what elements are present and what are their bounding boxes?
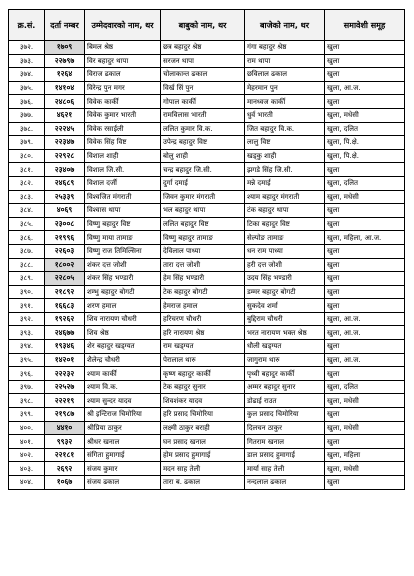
header-registration-number: दर्ता नम्बर [45, 10, 85, 41]
header-serial-number: क्र.सं. [9, 10, 45, 41]
father-name-cell: तारा दत्त जोशी [161, 258, 245, 272]
grandfather-name-cell: बुद्दिराम चौधरी [245, 312, 325, 326]
inclusive-group-cell: खुला [325, 476, 405, 490]
father-name-cell: देविलाल पाध्या [161, 244, 245, 258]
inclusive-group-cell: खुला [325, 68, 405, 82]
father-name-cell: चन्द्र बहादुर जि.सी. [161, 163, 245, 177]
table-row [9, 299, 405, 313]
inclusive-group-cell: खुला, महिला, आ.ज. [325, 231, 405, 245]
serial-number-cell: ३९९. [9, 408, 45, 422]
table-row [9, 54, 405, 68]
father-name-cell: विष्णु बहादुर तामाङ [161, 231, 245, 245]
serial-number-cell: ३८६. [9, 231, 45, 245]
serial-number-cell: ३७४. [9, 68, 45, 82]
candidate-name-cell: शरण हमाल [85, 299, 161, 313]
table-row [9, 244, 405, 258]
serial-number-cell: ३९३. [9, 326, 45, 340]
registration-number-cell: २४६७७ [45, 326, 85, 340]
father-name-cell: विर्ख सिं पुन [161, 81, 245, 95]
registration-number-cell: १६६८३ [45, 299, 85, 313]
father-name-cell: ललित बहादुर विष्ट [161, 217, 245, 231]
candidate-name-cell: विराज ढकाल [85, 68, 161, 82]
header-grandfather-name: बाजेको नाम, थर [245, 10, 325, 41]
grandfather-name-cell: कुल प्रसाद चिमोरिया [245, 408, 325, 422]
inclusive-group-cell: खुला, आ.ज. [325, 326, 405, 340]
table-row [9, 136, 405, 150]
registration-number-cell: ४०६९ [45, 204, 85, 218]
grandfather-name-cell: सेल्पोङ तामाङ [245, 231, 325, 245]
father-name-cell: टेक बहादुर सुनार [161, 380, 245, 394]
serial-number-cell: ३९४. [9, 340, 45, 354]
candidate-name-cell: विष्णु राज तिमिल्सिना [85, 244, 161, 258]
father-name-cell: राम खड्ग्यत [161, 340, 245, 354]
inclusive-group-cell: खुला [325, 340, 405, 354]
candidate-list-sheet [8, 9, 404, 490]
grandfather-name-cell: जित बहादुर वि.क. [245, 122, 325, 136]
table-row [9, 367, 405, 381]
candidate-name-cell: शिव श्रेष्ठ [85, 326, 161, 340]
candidate-name-cell: विशाल दर्जी [85, 176, 161, 190]
inclusive-group-cell: खुला [325, 258, 405, 272]
candidate-name-cell: शेर बहादुर खड्ग्यत [85, 340, 161, 354]
candidate-name-cell: श्री इन्टिराज चिमोरिया [85, 408, 161, 422]
serial-number-cell: ३९१. [9, 299, 45, 313]
father-name-cell: दुर्गा दमाई [161, 176, 245, 190]
candidate-name-cell: विवेक कुमार भारती [85, 108, 161, 122]
candidate-name-cell: विश्वजित मंगराती [85, 190, 161, 204]
table-row [9, 176, 405, 190]
inclusive-group-cell: खुला, मधेसी [325, 462, 405, 476]
candidate-name-cell: श्याम कार्की [85, 367, 161, 381]
inclusive-group-cell: खुला [325, 367, 405, 381]
serial-number-cell: ३८४. [9, 204, 45, 218]
father-name-cell: सरजन थापा [161, 54, 245, 68]
inclusive-group-cell: खुला [325, 285, 405, 299]
serial-number-cell: ३८७. [9, 244, 45, 258]
registration-number-cell: २२१८१ [45, 448, 85, 462]
candidate-name-cell: शैलेन्द्र चौधरी [85, 353, 161, 367]
grandfather-name-cell: जागुराम थारु [245, 353, 325, 367]
registration-number-cell: २१९९६ [45, 231, 85, 245]
grandfather-name-cell: श्याम बहादुर मंगराती [245, 190, 325, 204]
father-name-cell: जिवन कुमार मंगराती [161, 190, 245, 204]
father-name-cell: होम प्रसाद हुमागाई [161, 448, 245, 462]
candidate-name-cell: विवेक सिंह विष्ट [85, 136, 161, 150]
candidate-name-cell: श्याम वि.क. [85, 380, 161, 394]
table-row [9, 258, 405, 272]
serial-number-cell: ४०३. [9, 462, 45, 476]
candidate-name-cell: श्याम सुन्दर यादव [85, 394, 161, 408]
father-name-cell: पेरालाल थारु [161, 353, 245, 367]
serial-number-cell: ३७८. [9, 122, 45, 136]
candidate-name-cell: श्रीधर खनाल [85, 435, 161, 449]
inclusive-group-cell: खुला [325, 163, 405, 177]
serial-number-cell: ३७२. [9, 41, 45, 55]
registration-number-cell: २२२४५ [45, 122, 85, 136]
father-name-cell: बोलु शाही [161, 149, 245, 163]
serial-number-cell: ४०२. [9, 448, 45, 462]
registration-number-cell: २२३४७ [45, 136, 85, 150]
registration-number-cell: २२२३२ [45, 367, 85, 381]
table-row [9, 95, 405, 109]
registration-number-cell: १९३४६ [45, 340, 85, 354]
table-row [9, 476, 405, 490]
serial-number-cell: ३९२. [9, 312, 45, 326]
inclusive-group-cell: खुला, पि.क्षे. [325, 149, 405, 163]
header-inclusive-group: समावेशी समूह [325, 10, 405, 41]
table-row [9, 163, 405, 177]
father-name-cell: उपेन्द्र बहादुर विष्ट [161, 136, 245, 150]
father-name-cell: रामविलास भारती [161, 108, 245, 122]
serial-number-cell: ३७३. [9, 54, 45, 68]
registration-number-cell: २१९८७ [45, 408, 85, 422]
father-name-cell: हेम सिंह भण्डारी [161, 272, 245, 286]
serial-number-cell: ३९०. [9, 285, 45, 299]
candidate-name-cell: शिव नारायण चौधरी [85, 312, 161, 326]
table-header [9, 10, 405, 41]
serial-number-cell: ३९५. [9, 353, 45, 367]
table-row [9, 285, 405, 299]
father-name-cell: गोपाल कार्की [161, 95, 245, 109]
grandfather-name-cell: मन्ने दमाई [245, 176, 325, 190]
candidate-name-cell: विवेक रसाईली [85, 122, 161, 136]
grandfather-name-cell: डम्मर बहादुर बोगटी [245, 285, 325, 299]
grandfather-name-cell: सुकदेव शर्मा [245, 299, 325, 313]
registration-number-cell: ९९३२ [45, 435, 85, 449]
table-row [9, 380, 405, 394]
candidate-name-cell: संजय कुमार [85, 462, 161, 476]
father-name-cell: तारा ब. ढकाल [161, 476, 245, 490]
grandfather-name-cell: गितराम खनाल [245, 435, 325, 449]
registration-number-cell: २२५२७ [45, 380, 85, 394]
inclusive-group-cell: खुला, मधेसी [325, 421, 405, 435]
grandfather-name-cell: दिलचन ठाकुर [245, 421, 325, 435]
grandfather-name-cell: पृथ्वी बहादुर कार्की [245, 367, 325, 381]
father-name-cell: हरिचरण चौधरी [161, 312, 245, 326]
registration-number-cell: २२२१९ [45, 394, 85, 408]
inclusive-group-cell: खुला, मधेसी [325, 190, 405, 204]
grandfather-name-cell: गंगा बहादुर श्रेष्ठ [245, 41, 325, 55]
inclusive-group-cell: खुला, मधेसी [325, 108, 405, 122]
table-row [9, 204, 405, 218]
registration-number-cell: २२६०३ [45, 244, 85, 258]
registration-number-cell: १४२०१ [45, 353, 85, 367]
inclusive-group-cell: खुला [325, 408, 405, 422]
candidate-name-cell: संजय ढकाल [85, 476, 161, 490]
table-row [9, 231, 405, 245]
serial-number-cell: ३९६. [9, 367, 45, 381]
inclusive-group-cell: खुला [325, 244, 405, 258]
grandfather-name-cell: धौली खड्ग्यत [245, 340, 325, 354]
father-name-cell: मदन साह तेली [161, 462, 245, 476]
inclusive-group-cell: खुला, आ.ज. [325, 353, 405, 367]
inclusive-group-cell: खुला, महिला [325, 448, 405, 462]
table-body [9, 41, 405, 490]
candidate-name-cell: विश्वास थापा [85, 204, 161, 218]
candidate-name-cell: बिमल श्रेष्ठ [85, 41, 161, 55]
registration-number-cell: १८००२ [45, 258, 85, 272]
inclusive-group-cell: खुला [325, 217, 405, 231]
registration-number-cell: २२८०५ [45, 272, 85, 286]
registration-number-cell: २६९२ [45, 462, 85, 476]
grandfather-name-cell: खड्कु शाही [245, 149, 325, 163]
grandfather-name-cell: धुर्व भारती [245, 108, 325, 122]
father-name-cell: हेमराज हमाल [161, 299, 245, 313]
grandfather-name-cell: हरी दत्त जोशी [245, 258, 325, 272]
serial-number-cell: ४०४. [9, 476, 45, 490]
candidate-name-cell: शम्भु बहादुर बोगटी [85, 285, 161, 299]
serial-number-cell: ४००. [9, 421, 45, 435]
inclusive-group-cell: खुला [325, 299, 405, 313]
inclusive-group-cell: खुला, दलित [325, 122, 405, 136]
table-row [9, 462, 405, 476]
father-name-cell: चोलाकान्त ढकाल [161, 68, 245, 82]
grandfather-name-cell: डाल प्रसाद हुमागाई [245, 448, 325, 462]
grandfather-name-cell: डोढाई राउत [245, 394, 325, 408]
serial-number-cell: ३७७. [9, 108, 45, 122]
grandfather-name-cell: राम थापा [245, 54, 325, 68]
table-row [9, 217, 405, 231]
serial-number-cell: ३८२. [9, 176, 45, 190]
inclusive-group-cell: खुला [325, 204, 405, 218]
father-name-cell: छत्र बहादुर श्रेष्ठ [161, 41, 245, 55]
grandfather-name-cell: अम्मर बहादुर सुनार [245, 380, 325, 394]
candidate-name-cell: विशाल शाही [85, 149, 161, 163]
registration-number-cell: ४४१० [45, 421, 85, 435]
father-name-cell: भल बहादुर थापा [161, 204, 245, 218]
father-name-cell: ललित कुमार वि.क. [161, 122, 245, 136]
grandfather-name-cell: मार्या साह तेली [245, 462, 325, 476]
serial-number-cell: ४०१. [9, 435, 45, 449]
table-row [9, 340, 405, 354]
inclusive-group-cell: खुला [325, 272, 405, 286]
serial-number-cell: ३८५. [9, 217, 45, 231]
grandfather-name-cell: छविलाल ढकाल [245, 68, 325, 82]
registration-number-cell: १४१०४ [45, 81, 85, 95]
father-name-cell: शिवशंकर यादव [161, 394, 245, 408]
father-name-cell: हरि नारायण श्रेष्ठ [161, 326, 245, 340]
table-row [9, 394, 405, 408]
table-row [9, 190, 405, 204]
registration-number-cell: १०६७ [45, 476, 85, 490]
registration-number-cell: २१८९२ [45, 285, 85, 299]
table-row [9, 81, 405, 95]
candidate-name-cell: विर बहादुर थापा [85, 54, 161, 68]
table-row [9, 326, 405, 340]
grandfather-name-cell: टंक बहादुर थापा [245, 204, 325, 218]
registration-number-cell: १२६४ [45, 68, 85, 82]
grandfather-name-cell: उदय सिंह भण्डारी [245, 272, 325, 286]
inclusive-group-cell: खुला, आ.ज. [325, 312, 405, 326]
candidate-name-cell: विशाल जि.सी. [85, 163, 161, 177]
candidate-name-cell: विष्णु बहादुर विष्ट [85, 217, 161, 231]
serial-number-cell: ३८१. [9, 163, 45, 177]
registration-number-cell: २४६८९ [45, 176, 85, 190]
inclusive-group-cell: खुला [325, 95, 405, 109]
registration-number-cell: २२९२८ [45, 149, 85, 163]
registration-number-cell: १७०९ [45, 41, 85, 55]
table-row [9, 435, 405, 449]
serial-number-cell: ३८३. [9, 190, 45, 204]
candidate-name-cell: विवेक कार्की [85, 95, 161, 109]
serial-number-cell: ३९७. [9, 380, 45, 394]
serial-number-cell: ३७६. [9, 95, 45, 109]
candidate-name-cell: श्रीप्रिया ठाकुर [85, 421, 161, 435]
serial-number-cell: ३८९. [9, 272, 45, 286]
registration-number-cell: २३००८ [45, 217, 85, 231]
grandfather-name-cell: भरत नारायण भक्त श्रेष्ठ [245, 326, 325, 340]
registration-number-cell: २५३३९ [45, 190, 85, 204]
candidate-name-cell: विरेन्द्र पुन मगर [85, 81, 161, 95]
table-row [9, 149, 405, 163]
father-name-cell: टेक बहादुर बोगटी [161, 285, 245, 299]
grandfather-name-cell: लालु विष्ट [245, 136, 325, 150]
inclusive-group-cell: खुला, दलित [325, 176, 405, 190]
table-row [9, 353, 405, 367]
candidate-table [8, 9, 405, 490]
grandfather-name-cell: मेहरमान पुन [245, 81, 325, 95]
inclusive-group-cell: खुला [325, 54, 405, 68]
table-row [9, 421, 405, 435]
father-name-cell: लक्ष्मी ठाकुर बराही [161, 421, 245, 435]
candidate-name-cell: शंकर दत्त जोशी [85, 258, 161, 272]
inclusive-group-cell: खुला [325, 41, 405, 55]
grandfather-name-cell: नन्दलाल ढकाल [245, 476, 325, 490]
inclusive-group-cell: खुला, पि.क्षे. [325, 136, 405, 150]
registration-number-cell: १९२६२ [45, 312, 85, 326]
table-row [9, 272, 405, 286]
table-row [9, 408, 405, 422]
inclusive-group-cell: खुला, दलित [325, 380, 405, 394]
father-name-cell: घन प्रसाद खनाल [161, 435, 245, 449]
serial-number-cell: ३९८. [9, 394, 45, 408]
registration-number-cell: २४८०६ [45, 95, 85, 109]
table-row [9, 122, 405, 136]
inclusive-group-cell: खुला, मधेसी [325, 394, 405, 408]
serial-number-cell: ३८८. [9, 258, 45, 272]
table-row [9, 312, 405, 326]
registration-number-cell: २३४०७ [45, 163, 85, 177]
grandfather-name-cell: मानध्वज कार्की [245, 95, 325, 109]
table-row [9, 68, 405, 82]
table-row [9, 448, 405, 462]
inclusive-group-cell: खुला, आ.ज. [325, 81, 405, 95]
candidate-name-cell: संगिता हुमागाई [85, 448, 161, 462]
serial-number-cell: ३७९. [9, 136, 45, 150]
registration-number-cell: २२७९७ [45, 54, 85, 68]
father-name-cell: हरि प्रसाद चिमोरिया [161, 408, 245, 422]
table-row [9, 108, 405, 122]
inclusive-group-cell: खुला [325, 435, 405, 449]
serial-number-cell: ३८०. [9, 149, 45, 163]
father-name-cell: कृष्ण बहादुर कार्की [161, 367, 245, 381]
candidate-name-cell: शंकर सिंह भण्डारी [85, 272, 161, 286]
grandfather-name-cell: टिका बहादुर विष्ट [245, 217, 325, 231]
header-father-name: बाबुको नाम, थर [161, 10, 245, 41]
table-row [9, 41, 405, 55]
registration-number-cell: ४६२१ [45, 108, 85, 122]
candidate-name-cell: विष्णु माया तामाङ [85, 231, 161, 245]
header-row [9, 10, 405, 41]
grandfather-name-cell: धन राम पाध्या [245, 244, 325, 258]
header-candidate-name: उम्मेदवारको नाम, थर [85, 10, 161, 41]
grandfather-name-cell: झगडे सिंह जि.सी. [245, 163, 325, 177]
serial-number-cell: ३७५. [9, 81, 45, 95]
